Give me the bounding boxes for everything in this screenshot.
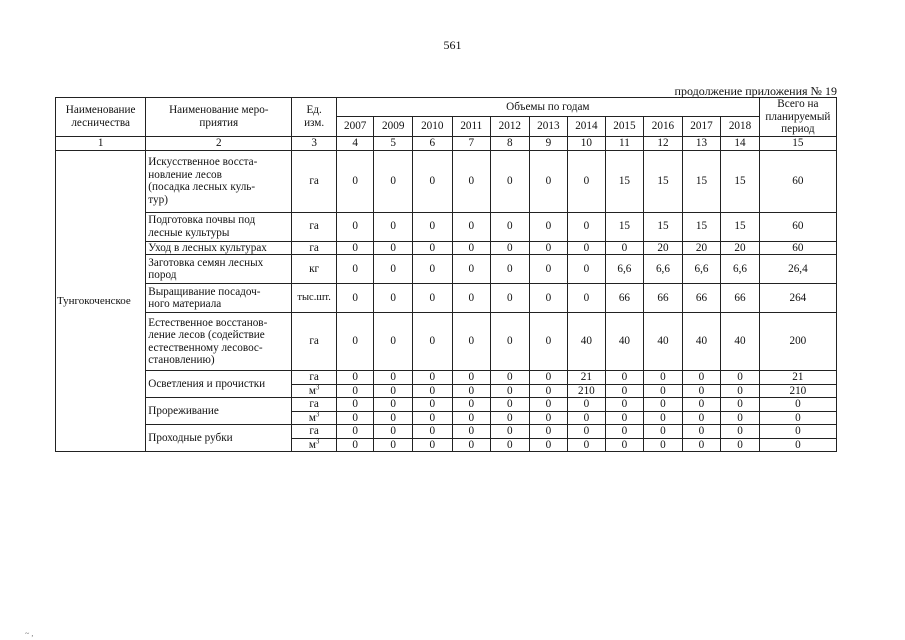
value-cell: 0: [412, 284, 452, 313]
value-cell: 0: [491, 150, 530, 212]
value-cell: 0: [644, 398, 683, 412]
column-number: 14: [721, 136, 760, 150]
column-number: 8: [491, 136, 530, 150]
column-number: 1: [56, 136, 146, 150]
year-header: 2012: [491, 117, 530, 136]
value-cell: 0: [568, 425, 606, 439]
value-cell: 0: [336, 398, 374, 412]
value-cell: 0: [412, 313, 452, 371]
value-cell: 0: [412, 398, 452, 412]
value-cell: 0: [452, 255, 491, 284]
value-cell: 0: [721, 398, 760, 412]
activity-row: [56, 241, 837, 255]
value-cell: 15: [682, 150, 721, 212]
value-cell: 15: [682, 212, 721, 241]
value-cell: 0: [529, 150, 568, 212]
value-cell: 0: [529, 212, 568, 241]
value-cell: 0: [529, 241, 568, 255]
activity-row: [56, 284, 837, 313]
activity-name-line: Искусственное восста-: [148, 156, 258, 168]
value-cell: 0: [412, 411, 452, 425]
unit-cell: $м^3$: [292, 411, 337, 425]
stray-marks: ~ ,: [25, 629, 34, 638]
activity-row: [56, 255, 837, 284]
unit-cell: кг: [292, 255, 337, 284]
activity-name-line: пород: [148, 269, 177, 281]
activity-name: [146, 150, 292, 212]
value-cell: 0: [452, 241, 491, 255]
header-activity-line: Наименование меро-: [169, 104, 269, 117]
column-number: 2: [146, 136, 292, 150]
value-cell: 0: [412, 425, 452, 439]
activity-name: [146, 255, 292, 284]
value-cell: 0: [682, 371, 721, 385]
value-cell: 0: [605, 371, 644, 385]
column-number: 13: [682, 136, 721, 150]
activity-name: [146, 284, 292, 313]
value-cell: 20: [721, 241, 760, 255]
value-cell: 0: [605, 384, 644, 398]
value-cell: 40: [568, 313, 606, 371]
year-header: 2014: [568, 117, 606, 136]
value-cell: 0: [682, 384, 721, 398]
value-cell: 0: [568, 241, 606, 255]
value-cell: 0: [374, 384, 413, 398]
unit-cell: га: [292, 425, 337, 439]
column-number: 5: [374, 136, 413, 150]
activity-name-line: ного материала: [148, 298, 222, 310]
unit-cell: $м^3$: [292, 384, 337, 398]
value-cell: 0: [412, 150, 452, 212]
activity-row: [56, 212, 837, 241]
value-cell: 0: [412, 384, 452, 398]
value-cell: 0: [374, 241, 413, 255]
header-total-line: Всего на: [777, 98, 819, 110]
activity-name: Осветления и прочистки: [146, 371, 292, 398]
total-cell: 200: [759, 313, 836, 371]
value-cell: 0: [374, 398, 413, 412]
value-cell: 0: [529, 425, 568, 439]
value-cell: 0: [529, 313, 568, 371]
value-cell: 0: [721, 384, 760, 398]
total-cell: 0: [759, 411, 836, 425]
value-cell: 0: [644, 371, 683, 385]
year-header: 2010: [412, 117, 452, 136]
value-cell: 40: [605, 313, 644, 371]
value-cell: 0: [644, 384, 683, 398]
value-cell: 0: [336, 411, 374, 425]
activity-name: [146, 241, 292, 255]
unit-cell: га: [292, 313, 337, 371]
value-cell: 0: [491, 384, 530, 398]
value-cell: 0: [412, 212, 452, 241]
value-cell: 0: [374, 411, 413, 425]
value-cell: 0: [568, 284, 606, 313]
value-cell: 0: [452, 384, 491, 398]
activity-name-line: новление лесов: [148, 168, 222, 181]
unit-superscript: 3: [315, 411, 320, 418]
activity-name: Проходные рубки: [146, 425, 292, 452]
value-cell: 0: [491, 371, 530, 385]
value-cell: 40: [644, 313, 683, 371]
value-cell: 0: [336, 438, 374, 452]
value-cell: 66: [682, 284, 721, 313]
value-cell: 0: [605, 438, 644, 452]
value-cell: 0: [374, 255, 413, 284]
column-number: 3: [292, 136, 337, 150]
value-cell: 0: [491, 411, 530, 425]
header-activity-line: приятия: [199, 116, 239, 129]
value-cell: 0: [452, 398, 491, 412]
header-unit-line: Ед.: [306, 104, 322, 117]
value-cell: 0: [412, 371, 452, 385]
value-cell: 66: [644, 284, 683, 313]
activity-name-line: естественному лесовос-: [148, 341, 263, 354]
value-cell: 40: [682, 313, 721, 371]
value-cell: 0: [452, 438, 491, 452]
year-header: 2016: [644, 117, 683, 136]
activity-name-line: ление лесов (содействие: [148, 329, 265, 341]
value-cell: 6,6: [644, 255, 683, 284]
unit-superscript: 3: [315, 438, 320, 445]
activity-subrow: [56, 425, 837, 439]
unit-cell: га: [292, 241, 337, 255]
header-activity: [146, 98, 292, 137]
header-forestry: [56, 98, 146, 137]
value-cell: 0: [374, 438, 413, 452]
header-row-1: [56, 98, 837, 117]
value-cell: 0: [605, 411, 644, 425]
total-cell: 60: [759, 241, 836, 255]
unit-cell: га: [292, 398, 337, 412]
value-cell: 21: [568, 371, 606, 385]
total-cell: 210: [759, 384, 836, 398]
value-cell: 15: [644, 212, 683, 241]
value-cell: 0: [529, 411, 568, 425]
value-cell: 0: [568, 398, 606, 412]
value-cell: 0: [491, 398, 530, 412]
value-cell: 15: [644, 150, 683, 212]
header-total-line: планируемый: [765, 110, 831, 123]
forestry-activities-table: [55, 97, 837, 452]
value-cell: 0: [412, 241, 452, 255]
value-cell: 0: [491, 438, 530, 452]
header-unit-line: изм.: [304, 116, 325, 129]
activity-name-line: лесные культуры: [148, 226, 230, 239]
value-cell: 0: [529, 255, 568, 284]
value-cell: 0: [491, 425, 530, 439]
activity-name: Прореживание: [146, 398, 292, 425]
value-cell: 0: [336, 384, 374, 398]
value-cell: 0: [452, 425, 491, 439]
total-cell: 264: [759, 284, 836, 313]
value-cell: 0: [374, 425, 413, 439]
value-cell: 0: [682, 411, 721, 425]
column-number: 7: [452, 136, 491, 150]
value-cell: 0: [605, 241, 644, 255]
value-cell: 66: [605, 284, 644, 313]
column-number: 9: [529, 136, 568, 150]
activity-name-line: Заготовка семян лесных: [148, 256, 264, 269]
activity-row: [56, 150, 837, 212]
header-total-line: период: [781, 123, 815, 135]
column-number: 6: [412, 136, 452, 150]
total-cell: 26,4: [759, 255, 836, 284]
value-cell: 0: [568, 150, 606, 212]
column-number: 12: [644, 136, 683, 150]
page-number: 561: [443, 38, 462, 52]
year-header: 2018: [721, 117, 760, 136]
activity-name: [146, 313, 292, 371]
value-cell: 20: [644, 241, 683, 255]
value-cell: 0: [336, 313, 374, 371]
value-cell: 6,6: [605, 255, 644, 284]
activity-name-line: тур): [148, 193, 168, 206]
value-cell: 0: [336, 284, 374, 313]
value-cell: 0: [412, 255, 452, 284]
value-cell: 6,6: [721, 255, 760, 284]
continuation-note: продолжение приложения № 19: [674, 84, 837, 98]
value-cell: 0: [605, 425, 644, 439]
forestry-name: Тунгокоченское: [56, 150, 146, 452]
value-cell: 0: [452, 212, 491, 241]
value-cell: 66: [721, 284, 760, 313]
unit-cell: $м^3$: [292, 438, 337, 452]
value-cell: 0: [529, 398, 568, 412]
value-cell: 0: [491, 241, 530, 255]
activity-name-line: Подготовка почвы под: [148, 214, 256, 226]
value-cell: 40: [721, 313, 760, 371]
value-cell: 6,6: [682, 255, 721, 284]
value-cell: 0: [491, 255, 530, 284]
value-cell: 0: [644, 438, 683, 452]
activity-subrow: [56, 371, 837, 385]
value-cell: 0: [336, 150, 374, 212]
value-cell: 0: [568, 438, 606, 452]
year-header: 2011: [452, 117, 491, 136]
value-cell: 0: [374, 150, 413, 212]
activity-name-line: Выращивание посадоч-: [148, 285, 261, 298]
total-cell: 60: [759, 150, 836, 212]
value-cell: 0: [491, 212, 530, 241]
year-header: 2009: [374, 117, 413, 136]
activity-subrow: [56, 398, 837, 412]
header-forestry-line: Наименование: [65, 104, 136, 117]
activity-name-line: Уход в лесных культурах: [148, 241, 267, 254]
value-cell: 0: [605, 398, 644, 412]
value-cell: 0: [644, 425, 683, 439]
value-cell: 0: [721, 438, 760, 452]
value-cell: 0: [568, 255, 606, 284]
total-cell: 0: [759, 398, 836, 412]
unit-cell: тыс.шт.: [292, 284, 337, 313]
value-cell: 0: [336, 425, 374, 439]
year-header: 2007: [336, 117, 374, 136]
unit-superscript: 3: [315, 384, 320, 391]
column-numbers-row: [56, 136, 837, 150]
value-cell: 0: [374, 371, 413, 385]
value-cell: 0: [336, 371, 374, 385]
value-cell: 0: [336, 212, 374, 241]
header-forestry-line: лесничества: [71, 116, 130, 129]
value-cell: 0: [682, 438, 721, 452]
value-cell: 0: [452, 371, 491, 385]
value-cell: 20: [682, 241, 721, 255]
value-cell: 0: [529, 438, 568, 452]
value-cell: 0: [721, 425, 760, 439]
value-cell: 0: [374, 284, 413, 313]
value-cell: 15: [721, 150, 760, 212]
column-number: 15: [759, 136, 836, 150]
year-header: 2015: [605, 117, 644, 136]
value-cell: 0: [721, 411, 760, 425]
column-number: 11: [605, 136, 644, 150]
total-cell: 60: [759, 212, 836, 241]
header-total: [759, 98, 836, 137]
value-cell: 0: [568, 212, 606, 241]
value-cell: 0: [452, 411, 491, 425]
value-cell: 15: [605, 150, 644, 212]
value-cell: 0: [682, 398, 721, 412]
header-volumes: Объемы по годам: [336, 98, 759, 117]
value-cell: 0: [452, 150, 491, 212]
value-cell: 0: [336, 255, 374, 284]
value-cell: 0: [644, 411, 683, 425]
activity-name-line: становлению): [148, 354, 215, 366]
total-cell: 21: [759, 371, 836, 385]
value-cell: 15: [721, 212, 760, 241]
activity-name-line: Естественное восстанов-: [148, 316, 268, 329]
value-cell: 0: [529, 384, 568, 398]
value-cell: 0: [412, 438, 452, 452]
year-header: 2013: [529, 117, 568, 136]
value-cell: 0: [721, 371, 760, 385]
value-cell: 0: [452, 313, 491, 371]
unit-cell: га: [292, 150, 337, 212]
total-cell: 0: [759, 438, 836, 452]
value-cell: 0: [529, 284, 568, 313]
value-cell: 15: [605, 212, 644, 241]
column-number: 4: [336, 136, 374, 150]
unit-cell: га: [292, 212, 337, 241]
column-number: 10: [568, 136, 606, 150]
value-cell: 0: [491, 313, 530, 371]
unit-cell: га: [292, 371, 337, 385]
activity-row: [56, 313, 837, 371]
value-cell: 0: [374, 212, 413, 241]
value-cell: 210: [568, 384, 606, 398]
total-cell: 0: [759, 425, 836, 439]
activity-name: [146, 212, 292, 241]
value-cell: 0: [374, 313, 413, 371]
header-unit: [292, 98, 337, 137]
value-cell: 0: [568, 411, 606, 425]
value-cell: 0: [491, 284, 530, 313]
value-cell: 0: [452, 284, 491, 313]
activity-name-line: (посадка лесных куль-: [148, 181, 256, 193]
value-cell: 0: [529, 371, 568, 385]
value-cell: 0: [682, 425, 721, 439]
year-header: 2017: [682, 117, 721, 136]
value-cell: 0: [336, 241, 374, 255]
